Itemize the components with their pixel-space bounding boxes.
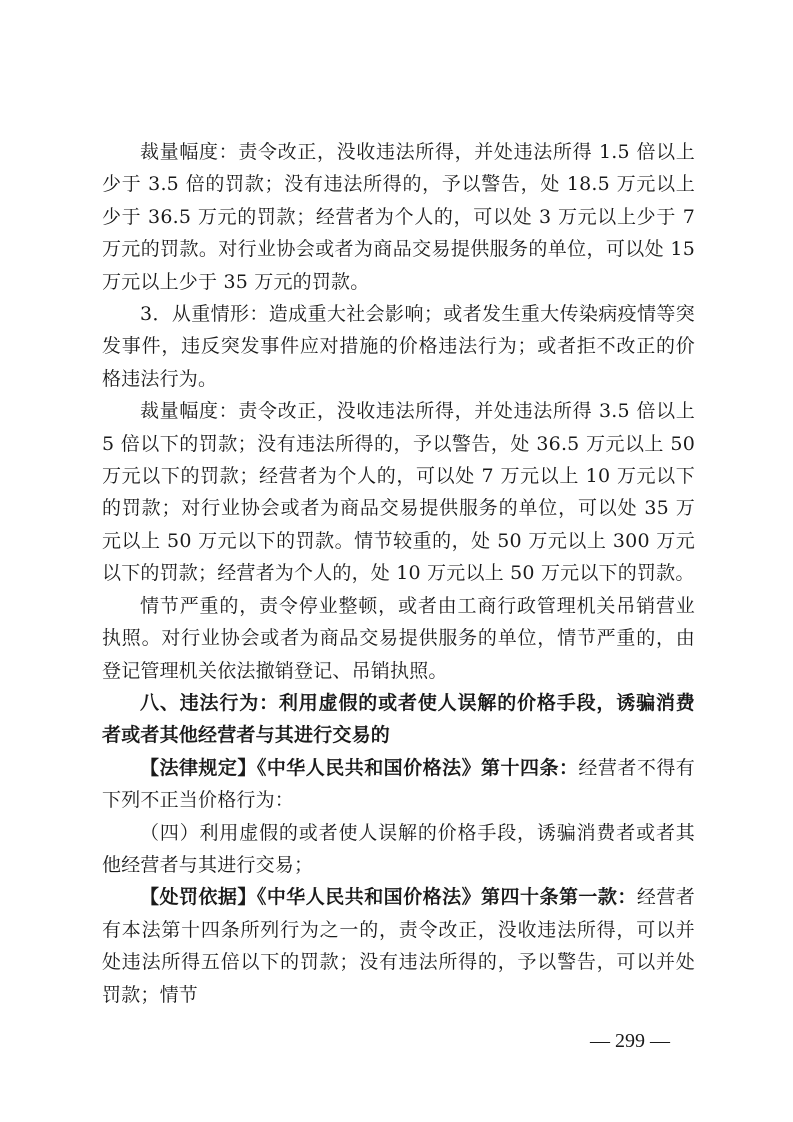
- legal-provision-text: 经营者不得有下列不正当价格行为：: [102, 756, 695, 812]
- discretion-paragraph-1: 裁量幅度：责令改正，没收违法所得，并处违法所得 1.5 倍以上少于 3.5 倍的罚款；没有违法所得的，予以警告，处 18.5 万元以上少于 36.5 万元的罚款；经营者为个人的，可以处 3 万元以上少于 7 万元的罚款。对行业协会或者为商品交易提供服务的单位，可以处 15 万元以上少于 35 万元的罚款。: [102, 141, 695, 293]
- legal-provision-label: 【法律规定】《中华人民共和国价格法》第十四条：: [140, 756, 579, 779]
- discretion-paragraph-2: 裁量幅度：责令改正，没收违法所得，并处违法所得 3.5 倍以上 5 倍以下的罚款；没有违法所得的，予以警告，处 36.5 万元以上 50 万元以下的罚款；经营者为个人的，可以处 7 万元以上 10 万元以下的罚款；对行业协会或者为商品交易提供服务的单位，可以处 35 万元以上 50 万元以下的罚款。情节较重的，处 50 万元以上 300 万元以下的罚款；经营者为个人的，处 10 万元以上 50 万元以下的罚款。: [102, 400, 695, 585]
- document-body: [102, 136, 695, 1011]
- section-heading: 八、违法行为：利用虚假的或者使人误解的价格手段，诱骗消费者或者其他经营者与其进行交易的: [102, 691, 695, 747]
- legal-provision-paragraph: [102, 752, 695, 817]
- penalty-basis-label: 【处罚依据】《中华人民共和国价格法》第四十条第一款：: [140, 886, 637, 909]
- aggravating-circumstances-paragraph: 3．从重情形：造成重大社会影响；或者发生重大传染病疫情等突发事件，违反突发事件应对措施的价格违法行为；或者拒不改正的价格违法行为。: [102, 303, 695, 390]
- item-four-paragraph: （四）利用虚假的或者使人误解的价格手段，诱骗消费者或者其他经营者与其进行交易；: [102, 821, 695, 876]
- penalty-basis-text: 经营者有本法第十四条所列行为之一的，责令改正，没收违法所得，可以并处违法所得五倍以下的罚款；没有违法所得的，予以警告，可以并处罚款；情节: [102, 886, 695, 1006]
- serious-circumstances-paragraph: 情节严重的，责令停业整顿，或者由工商行政管理机关吊销营业执照。对行业协会或者为商品交易提供服务的单位，情节严重的，由登记管理机关依法撤销登记、吊销执照。: [102, 594, 695, 682]
- penalty-basis-paragraph: [102, 881, 695, 1011]
- page-number: — 299 —: [590, 1030, 670, 1052]
